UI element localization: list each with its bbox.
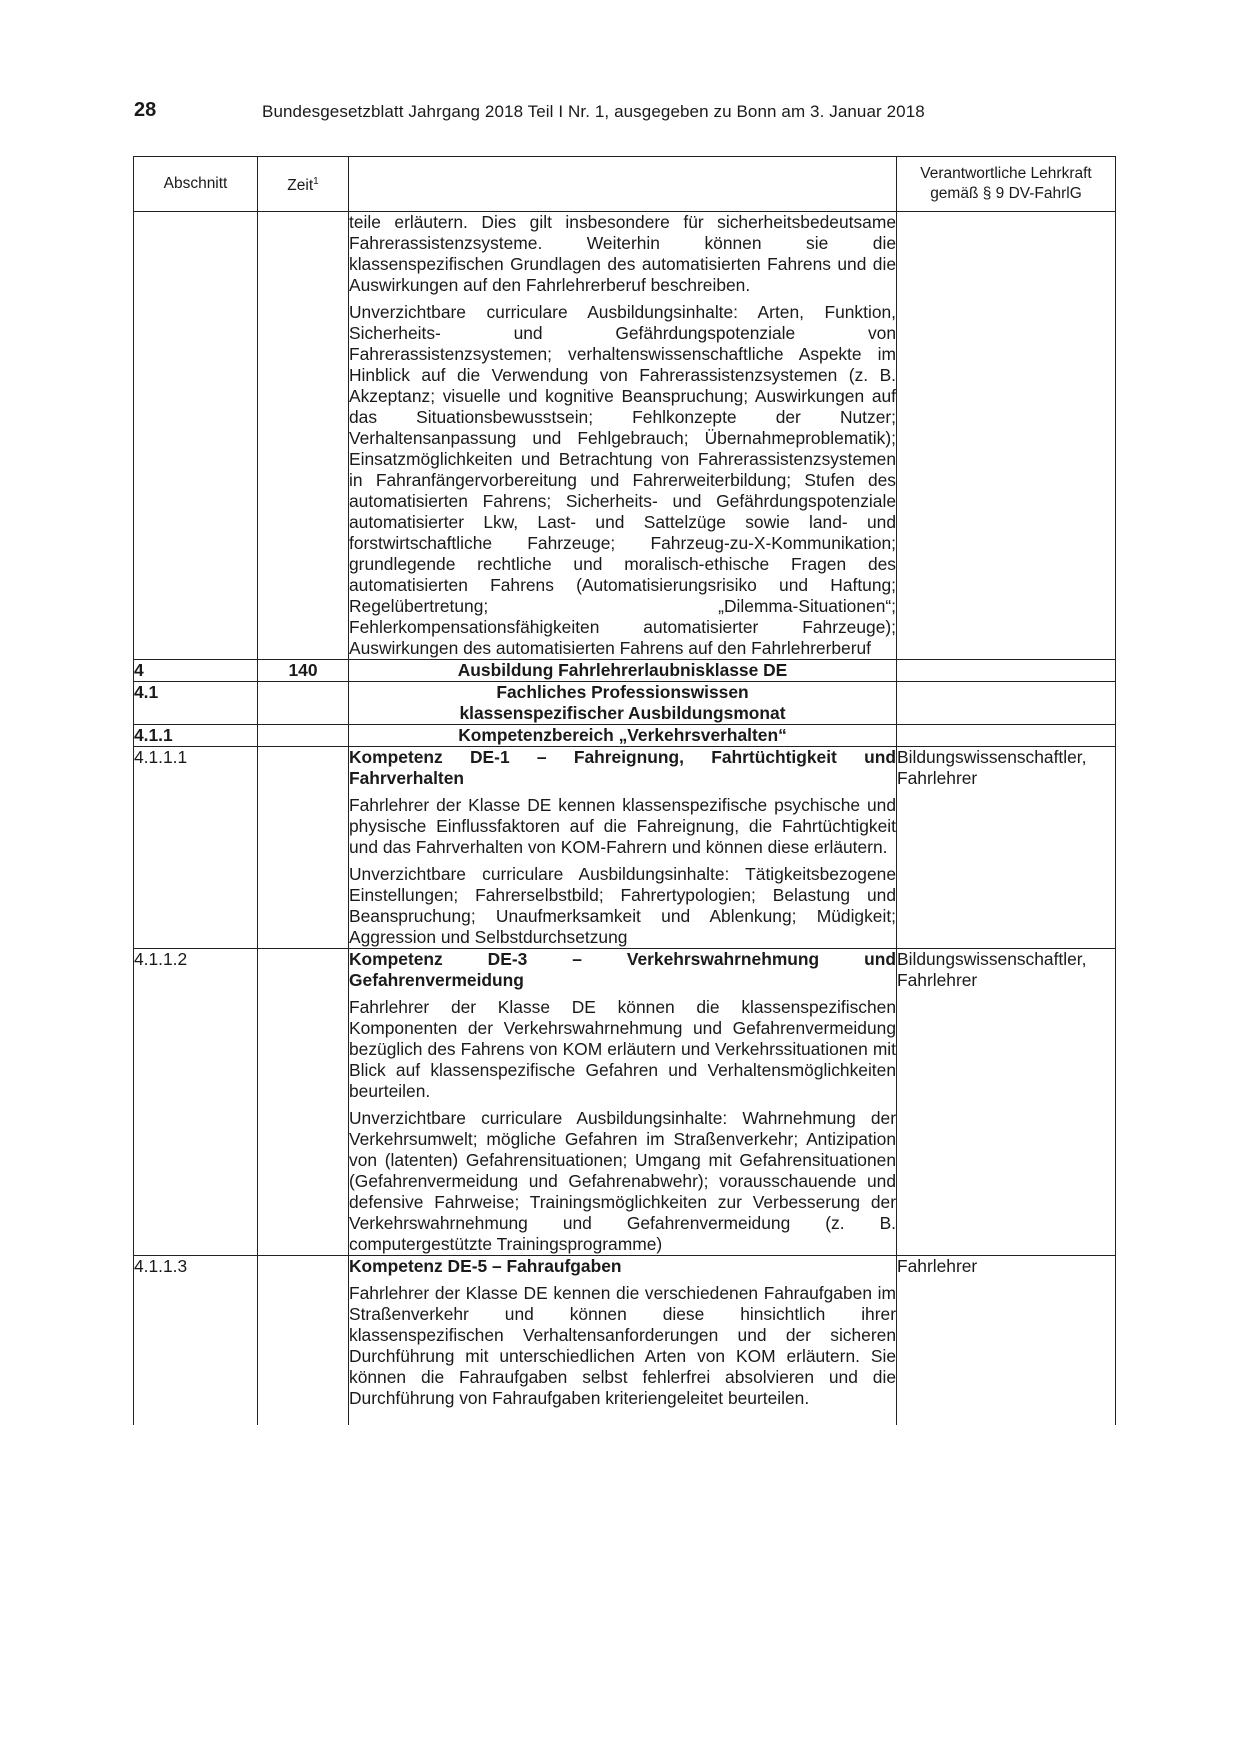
time-value: 140 (258, 660, 349, 682)
time-cell (258, 682, 349, 725)
content-cell (349, 747, 897, 949)
section-number: 4.1.1.1 (134, 747, 258, 949)
table-row (134, 949, 1116, 1256)
content-cell (349, 1256, 897, 1410)
responsible-cell (897, 682, 1116, 725)
time-cell (258, 212, 349, 660)
section-number: 4.1.1 (134, 725, 258, 747)
continuation-cell (258, 1409, 349, 1425)
table-row (134, 725, 1116, 747)
table-header-row (134, 157, 1116, 212)
col-header-zeit-label: Zeit (287, 177, 314, 195)
paragraph: Fahrlehrer der Klasse DE kennen die verschiedenen Fahraufgaben im Straßenverkehr und können diese hinsichtlich ihrer klassenspezifischen Verhaltensanforderungen und der sicheren Durchführung mit unterschiedlichen Arten von KOM erläutern. Sie können die Fahraufgaben selbst fehlerfrei absolvieren und die Durchführung von Fahraufgaben kriteriengeleitet beurteilen. (349, 1283, 896, 1408)
page-number: 28 (134, 99, 157, 121)
competence-title: Kompetenz DE-3 – Verkehrswahrnehmung und Gefahrenvermeidung (349, 949, 896, 990)
paragraph: Fahrlehrer der Klasse DE können die klassenspezifischen Komponenten der Verkehrswahrnehmung und Gefahrenvermeidung bezüglich des Fahrens von KOM erläutern und Verkehrssituationen mit Blick auf klassenspezifische Gefahren und Verhaltensmöglichkeiten beurteilen. (349, 997, 896, 1101)
continuation-cell (349, 1409, 897, 1425)
time-cell (258, 949, 349, 1256)
content-cell (349, 949, 897, 1256)
curriculum-table (133, 156, 1116, 1425)
responsible-teacher: Bildungswissenschaftler, Fahrlehrer (897, 747, 1116, 949)
table-row (134, 1256, 1116, 1410)
competence-title: Kompetenz DE-1 – Fahreignung, Fahrtüchtigkeit und Fahrverhalten (349, 747, 896, 788)
table-row (134, 212, 1116, 660)
time-cell (258, 1256, 349, 1410)
page-header-title: Bundesgesetzblatt Jahrgang 2018 Teil I Nr. 1, ausgegeben zu Bonn am 3. Januar 2018 (262, 102, 925, 121)
paragraph: Unverzichtbare curriculare Ausbildungsinhalte: Tätigkeitsbezogene Einstellungen; Fahrerselbstbild; Fahrertypologien; Belastung und Beanspruchung; Unaufmerksamkeit und Ablenkung; Müdigkeit; Aggression und Selbstdurchsetzung (349, 864, 896, 947)
competence-title: Kompetenz DE-5 – Fahraufgaben (349, 1256, 622, 1276)
col-header-zeit (258, 157, 349, 212)
col-header-inhalt (349, 157, 897, 212)
section-number: 4.1.1.3 (134, 1256, 258, 1410)
section-title-line: Fachliches Professionswissen (496, 682, 749, 702)
table-continuation (134, 1409, 1116, 1425)
section-number: 4.1 (134, 682, 258, 725)
responsible-cell (897, 725, 1116, 747)
responsible-cell (897, 212, 1116, 660)
paragraph: Fahrlehrer der Klasse DE kennen klassenspezifische psychische und physische Einflussfaktoren auf die Fahreignung, die Fahrtüchtigkeit und das Fahrverhalten von KOM-Fahrern und können diese erläutern. (349, 795, 896, 857)
content-cell (349, 212, 897, 660)
paragraph: Unverzichtbare curriculare Ausbildungsinhalte: Arten, Funktion, Sicherheits- und Gefährdungspotenziale von Fahrerassistenzsystemen; verhaltenswissenschaftliche Aspekte im Hinblick auf die Verwendung von Fahrerassistenzsystemen (z. B. Akzeptanz; visuelle und kognitive Beanspruchung; Auswirkungen auf das Situationsbewusstsein; Fehlkonzepte der Nutzer; Verhaltensanpassung und Fehlgebrauch; Übernahmeproblematik); Einsatzmöglichkeiten und Betrachtung von Fahrerassistenzsystemen in Fahranfängervorbereitung und Fahrerweiterbildung; Stufen des automatisierten Fahrens; Sicherheits- und Gefährdungspotenziale automatisierter Lkw, Last- und Sattelzüge sowie land- und forstwirtschaftliche Fahrzeuge; Fahrzeug-zu-X-Kommunikation; grundlegende rechtliche und moralisch-ethische Fragen des automatisierten Fahrens (Automatisierungsrisiko und Haftung; Regelübertretung; „Dilemma-Situationen“; Fehlerkompensationsfähigkeiten automatisierter Fahrzeuge); Auswirkungen des automatisierten Fahrens auf den Fahrlehrerberuf (349, 302, 896, 658)
paragraph: teile erläutern. Dies gilt insbesondere für sicherheitsbedeutsame Fahrerassistenzsysteme. Weiterhin können sie die klassenspezifischen Grundlagen des automatisierten Fahrens und die Auswirkungen auf den Fahrlehrerberuf beschreiben. (349, 212, 896, 295)
responsible-teacher: Fahrlehrer (897, 1256, 1116, 1410)
section-number: 4 (134, 660, 258, 682)
col-header-lehrkraft: Verantwortliche Lehrkraft gemäß § 9 DV-FahrlG (897, 157, 1116, 212)
footnote-marker: 1 (313, 175, 319, 187)
section-title: Kompetenzbereich „Verkehrsverhalten“ (349, 725, 897, 747)
time-cell (258, 725, 349, 747)
section-cell (134, 212, 258, 660)
table-row (134, 660, 1116, 682)
section-title-line: klassenspezifischer Ausbildungsmonat (459, 703, 786, 723)
time-cell (258, 747, 349, 949)
table-row (134, 682, 1116, 725)
responsible-cell (897, 660, 1116, 682)
section-number: 4.1.1.2 (134, 949, 258, 1256)
section-title (349, 682, 897, 725)
table-row (134, 747, 1116, 949)
continuation-cell (897, 1409, 1116, 1425)
responsible-teacher: Bildungswissenschaftler, Fahrlehrer (897, 949, 1116, 1256)
col-header-abschnitt: Abschnitt (134, 157, 258, 212)
continuation-cell (134, 1409, 258, 1425)
paragraph: Unverzichtbare curriculare Ausbildungsinhalte: Wahrnehmung der Verkehrsumwelt; mögliche Gefahren im Straßenverkehr; Antizipation von (latenten) Gefahrensituationen; Umgang mit Gefahrensituationen (Gefahrenvermeidung und Gefahrenabwehr); vorausschauende und defensive Fahrweise; Trainingsmöglichkeiten zur Verbesserung der Verkehrswahrnehmung und Gefahrenvermeidung (z. B. computergestützte Trainingsprogramme) (349, 1108, 896, 1254)
section-title: Ausbildung Fahrlehrerlaubnisklasse DE (349, 660, 897, 682)
